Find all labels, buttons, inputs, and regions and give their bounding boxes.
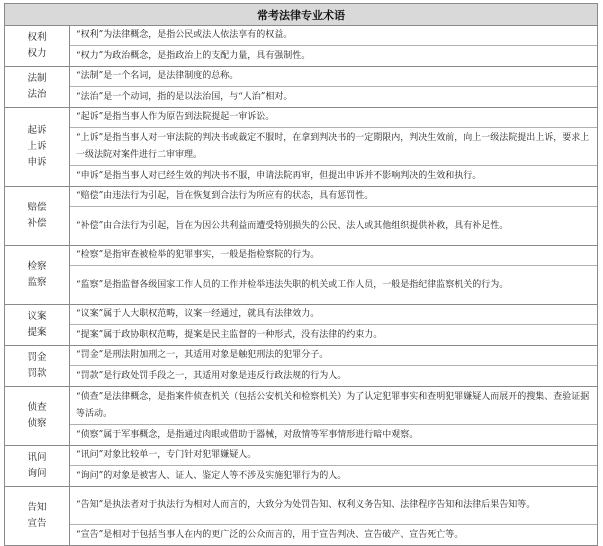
term: 法治 [27, 89, 47, 100]
term: 讯问 [27, 452, 47, 463]
definition-cell [70, 446, 597, 486]
term-cell [5, 346, 70, 386]
definition: “法制”是一个名词，是法律制度的总称。 [70, 67, 597, 87]
term-cell [5, 26, 70, 66]
definition: “起诉”是指当事人作为原告到法院提起一审诉讼。 [70, 108, 597, 128]
term-cell [5, 108, 70, 186]
definition: “侦察”属于军事概念，是指通过肉眼或借助于器械，对敌情等军事情形进行暗中观察。 [76, 429, 419, 440]
term: 补偿 [27, 218, 47, 229]
term-cell [5, 67, 70, 107]
term-group-compensation [5, 187, 597, 246]
definition-cell [70, 487, 597, 545]
term: 检察 [27, 261, 47, 272]
term: 赔偿 [27, 202, 47, 213]
definition: “罚金”是刑法附加刑之一，其适用对象是触犯刑法的犯罪分子。 [70, 346, 597, 366]
term: 起诉 [27, 125, 47, 136]
definition: “检察”是指审查被检举的犯罪事实，一般是指检察院的行为。 [70, 246, 597, 266]
term: 宣告 [27, 518, 47, 529]
definition-cell [70, 67, 597, 107]
term-cell [5, 246, 70, 304]
definition: “补偿”由合法行为引起，旨在为因公共利益而遭受特别损失的公民、法人或其他组织提供补救，具有补足性。 [76, 220, 509, 231]
definition: “议案”属于人大职权范畴，议案一经通过，就具有法律效力。 [70, 305, 597, 325]
definition: “宣告”是相对于包括当事人在内的更广泛的公众而言的，用于宣告判决、宣告破产、宣告死亡等。 [76, 529, 464, 540]
definition-cell [70, 246, 597, 304]
term-group-rights-power [5, 26, 597, 67]
term: 权利 [27, 32, 47, 43]
term-group-motion-proposal [5, 305, 597, 346]
definition: “权利”为法律概念，是指公民或法人依法享有的权益。 [70, 26, 597, 46]
definition: “罚款”是行政处罚手段之一，其适用对象是违反行政法规的行为人。 [76, 370, 347, 381]
term: 法制 [27, 73, 47, 84]
definition-cell [70, 305, 597, 345]
definition: “赔偿”由违法行为引起，旨在恢复到合法行为所应有的状态，具有惩罚性。 [70, 187, 597, 207]
definition-cell [70, 108, 597, 186]
term: 告知 [27, 502, 47, 513]
definition-cell [70, 187, 597, 245]
term-group-legal-system [5, 67, 597, 108]
term-cell [5, 487, 70, 545]
definition-cell [70, 387, 597, 445]
definition-cell [70, 346, 597, 386]
term: 罚款 [27, 368, 47, 379]
term-cell [5, 305, 70, 345]
term: 权力 [27, 48, 47, 59]
term-group-procuratorate [5, 246, 597, 305]
definition: “讯问”对象比较单一，专门针对犯罪嫌疑人。 [70, 446, 597, 466]
term-group-fines [5, 346, 597, 387]
term: 侦察 [27, 418, 47, 429]
term: 询问 [27, 468, 47, 479]
term-cell [5, 446, 70, 486]
definition: “权力”为政治概念，是指政治上的支配力量，具有强制性。 [76, 50, 311, 61]
definition-cell [70, 26, 597, 66]
term: 上诉 [27, 141, 47, 152]
term: 申诉 [27, 157, 47, 168]
term: 监察 [27, 277, 47, 288]
term-group-litigation [5, 108, 597, 187]
term-cell [5, 187, 70, 245]
definition: “提案”属于政协职权范畴，提案是民主监督的一种形式，没有法律的约束力。 [76, 329, 383, 340]
terms-table [4, 3, 598, 546]
term: 提案 [27, 327, 47, 338]
term: 罚金 [27, 352, 47, 363]
definition: “申诉”是指当事人对已经生效的判决书不服，申请法院再审，但提出申诉并不影响判决的生效和执行。 [76, 170, 482, 181]
table-title: 常考法律专业术语 [5, 4, 597, 26]
definition: “询问”的对象是被害人、证人、鉴定人等不涉及实施犯罪行为的人。 [76, 470, 347, 481]
term-group-investigation [5, 387, 597, 446]
term-group-notification [5, 487, 597, 545]
term: 议案 [27, 311, 47, 322]
term-cell [5, 387, 70, 445]
definition: “告知”是执法者对于执法行为相对人而言的，大致分为处罚告知、权利义务告知、法律程序告知和法律后果告知等。 [70, 487, 597, 525]
definition: “监察”是指监督各级国家工作人员的工作并检举违法失职的机关或工作人员，一般是指纪律监察机关的行为。 [76, 279, 509, 290]
definition: “上诉”是指当事人对一审法院的判决书或裁定不服时，在拿到判决书的一定期限内，判决生效前，向上一级法院提出上诉，要求上一级法院对案件进行二审审理。 [70, 128, 597, 166]
definition: “侦查”是法律概念，是指案件侦查机关（包括公安机关和检察机关）为了认定犯罪事实和查明犯罪嫌疑人而展开的搜集、查验证据等活动。 [70, 387, 597, 425]
term: 侦查 [27, 402, 47, 413]
definition: “法治”是一个动词，指的是以法治国，与“人治”相对。 [76, 91, 293, 102]
term-group-interrogation [5, 446, 597, 487]
